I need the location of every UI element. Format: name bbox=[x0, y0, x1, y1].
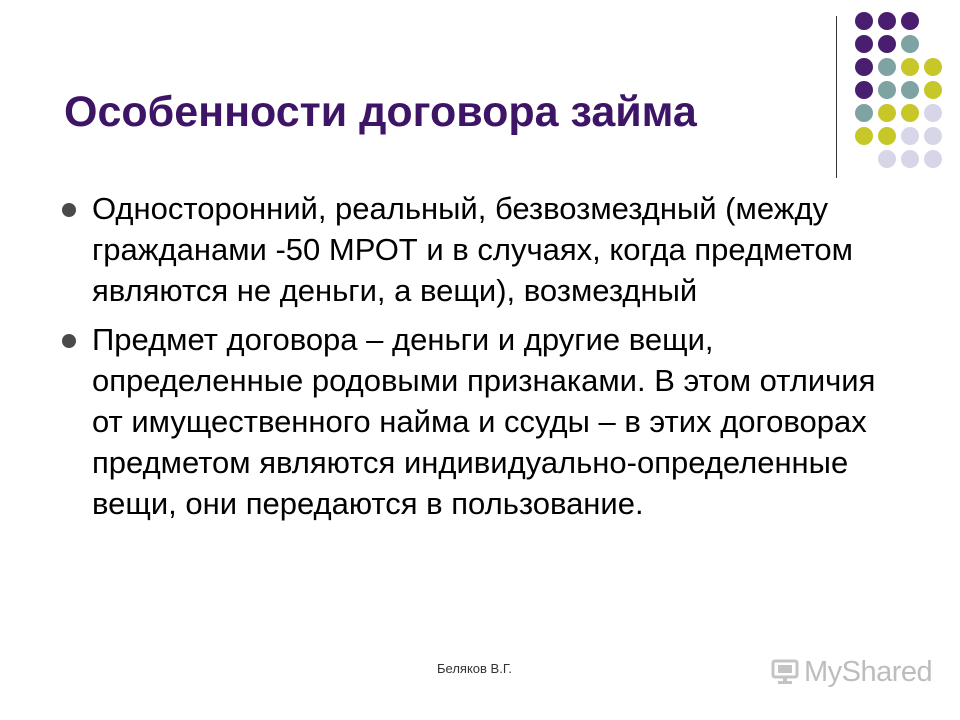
decorative-dot bbox=[878, 150, 896, 168]
logo-text: MyShared bbox=[804, 655, 933, 688]
decorative-dot bbox=[924, 104, 942, 122]
bullet-list bbox=[62, 188, 912, 532]
bullet-text: Предмет договора – деньги и другие вещи, определенные родовыми признаками. В этом отличия от имущественного найма и ссуды – в этих договорах предметом являются индивидуально-определенные вещи, они передаются в пользование. bbox=[92, 322, 876, 521]
decorative-dot bbox=[855, 104, 873, 122]
decorative-dot bbox=[878, 104, 896, 122]
decorative-dot bbox=[901, 104, 919, 122]
decorative-dot bbox=[855, 58, 873, 76]
decorative-dot bbox=[855, 12, 873, 30]
myshared-logo[interactable] bbox=[770, 654, 932, 690]
decorative-dot bbox=[878, 12, 896, 30]
monitor-icon bbox=[770, 657, 800, 687]
decorative-dot bbox=[878, 58, 896, 76]
decorative-dot bbox=[878, 127, 896, 145]
slide-title: Особенности договора займа bbox=[64, 88, 697, 136]
bullet-text: Односторонний, реальный, безвозмездный (между гражданами -50 МРОТ и в случаях, когда предметом являются не деньги, а вещи), возмездный bbox=[92, 191, 853, 308]
decorative-dot bbox=[901, 150, 919, 168]
bullet-icon bbox=[62, 203, 76, 217]
decorative-dot bbox=[878, 81, 896, 99]
decorative-dot bbox=[901, 127, 919, 145]
decorative-dot bbox=[901, 12, 919, 30]
decorative-dot bbox=[855, 81, 873, 99]
title-divider-line bbox=[836, 16, 837, 178]
bullet-icon bbox=[62, 334, 76, 348]
decorative-dot bbox=[878, 35, 896, 53]
decorative-dot bbox=[901, 81, 919, 99]
decorative-dot bbox=[924, 127, 942, 145]
decorative-dot bbox=[924, 58, 942, 76]
decorative-dot bbox=[924, 81, 942, 99]
decorative-dot bbox=[855, 127, 873, 145]
decorative-dot bbox=[855, 35, 873, 53]
footer-author: Беляков В.Г. bbox=[437, 661, 512, 676]
decorative-dot bbox=[901, 35, 919, 53]
decorative-dot bbox=[924, 150, 942, 168]
bullet-item bbox=[62, 188, 912, 311]
decorative-dot bbox=[901, 58, 919, 76]
bullet-item bbox=[62, 319, 912, 524]
